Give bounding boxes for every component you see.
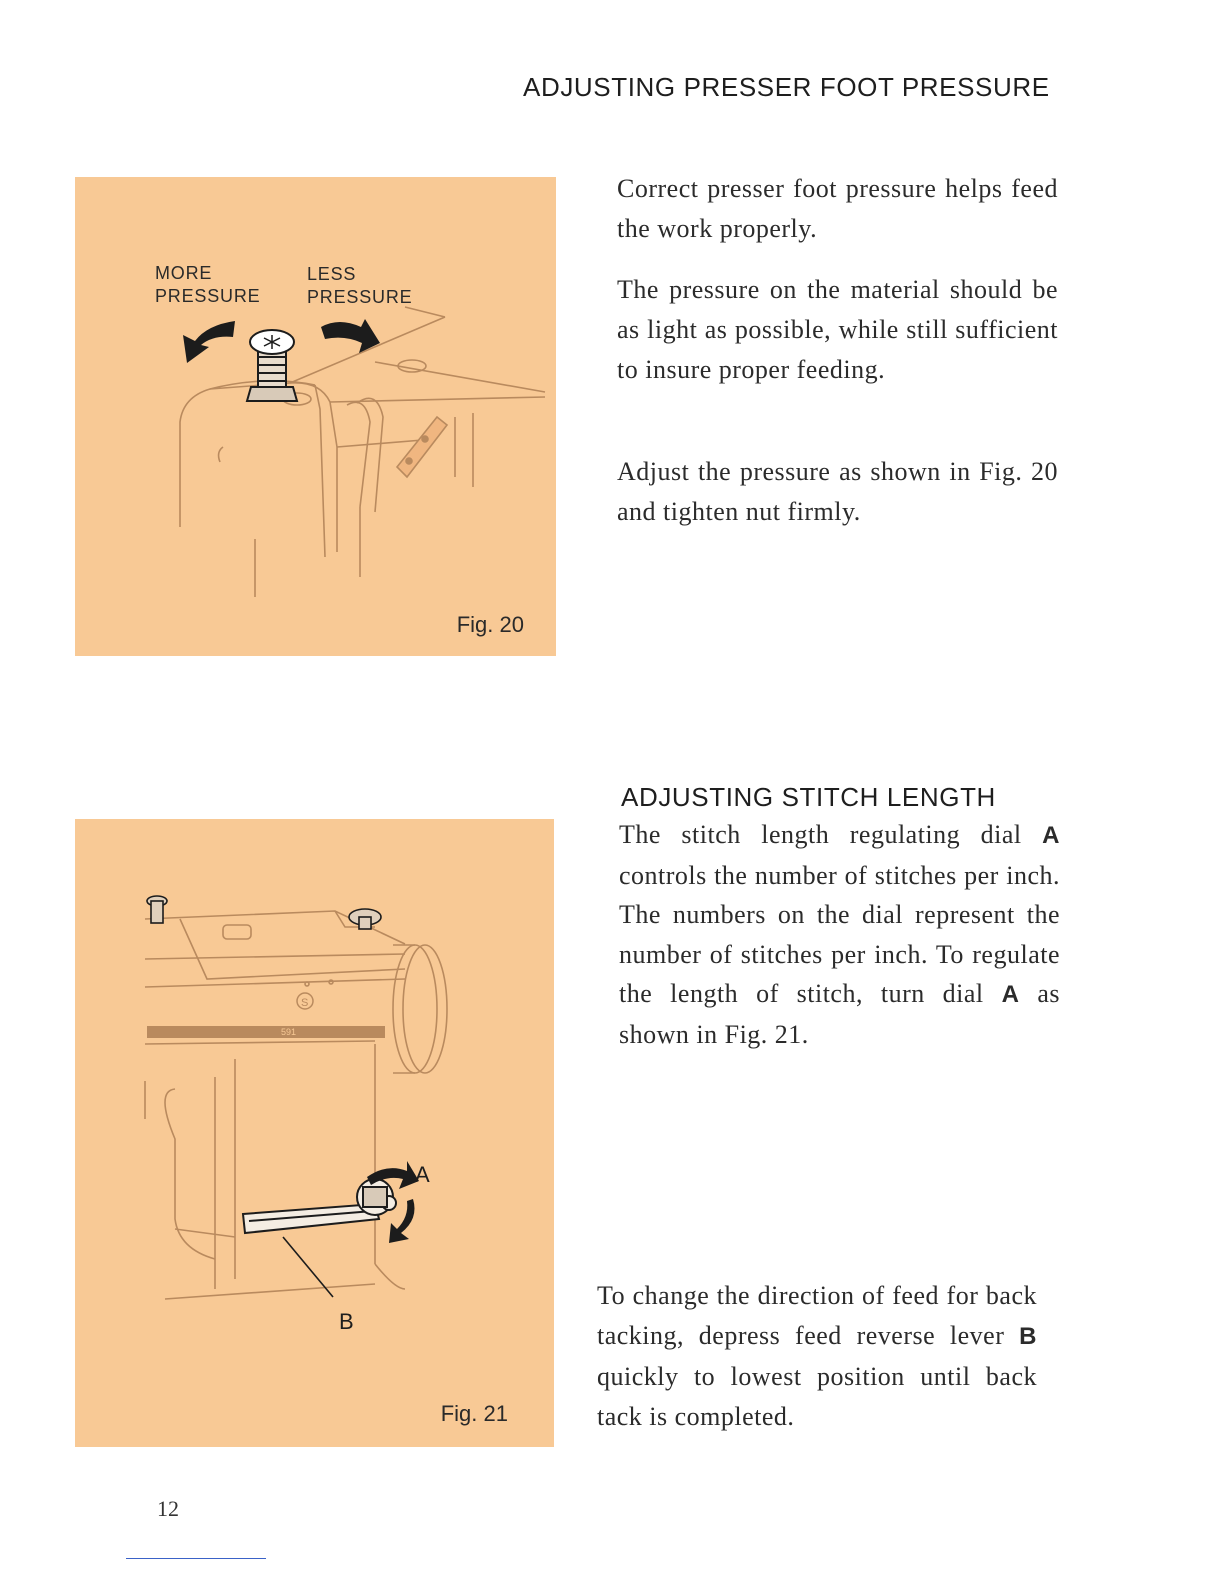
section-heading-stitch-length: ADJUSTING STITCH LENGTH <box>621 782 996 812</box>
model-badge: 591 <box>281 1027 297 1037</box>
paragraph: Adjust the pressure as shown in Fig. 20 and tighten nut firmly. <box>617 457 1058 526</box>
dial-ref: A <box>1001 981 1020 1008</box>
text: controls the number of stitches per inch. The numbers on the dial represent the number of stitches per inch. To regulate the length of stitch, turn dial <box>619 860 1060 1008</box>
less-pressure-label <box>307 263 437 309</box>
more-pressure-arrow-icon <box>183 321 235 363</box>
more-pressure-label <box>155 262 285 308</box>
paragraph <box>597 1276 1037 1437</box>
paragraph: The pressure on the material should be as light as possible, while still sufficient to insure proper feeding. <box>617 275 1058 384</box>
figure-caption: Fig. 20 <box>456 612 524 637</box>
figure-caption: Fig. 21 <box>440 1401 508 1426</box>
page-number: 12 <box>157 1496 179 1521</box>
stitch-length-illustration <box>75 819 554 1447</box>
more-label-line2: PRESSURE <box>155 286 261 306</box>
svg-text:S: S <box>301 997 309 1009</box>
less-label-line1: LESS <box>307 264 357 284</box>
dial-a-label: A <box>415 1162 430 1187</box>
lever-b-label: B <box>339 1309 354 1334</box>
lever-ref: B <box>1019 1323 1037 1350</box>
section-heading-presser-foot: ADJUSTING PRESSER FOOT PRESSURE <box>523 72 1050 102</box>
dial-ref: A <box>1042 822 1061 849</box>
figure-21-stitch-length <box>75 819 554 1447</box>
footer-divider <box>126 1558 266 1559</box>
text: as shown in Fig. 21. <box>619 979 1061 1049</box>
text: The stitch length regulating dial <box>619 820 1022 849</box>
paragraph <box>619 815 1060 1054</box>
paragraph: Correct presser foot pressure helps feed the work properly. <box>617 174 1058 243</box>
figure-20-presser-foot <box>75 177 556 656</box>
presser-foot-illustration <box>75 177 556 656</box>
less-label-line2: PRESSURE <box>307 287 413 307</box>
text: quickly to lowest position until back tack is completed. <box>597 1362 1037 1431</box>
more-label-line1: MORE <box>155 263 213 283</box>
text: To change the direction of feed for back tacking, depress feed reverse lever <box>597 1281 1037 1350</box>
